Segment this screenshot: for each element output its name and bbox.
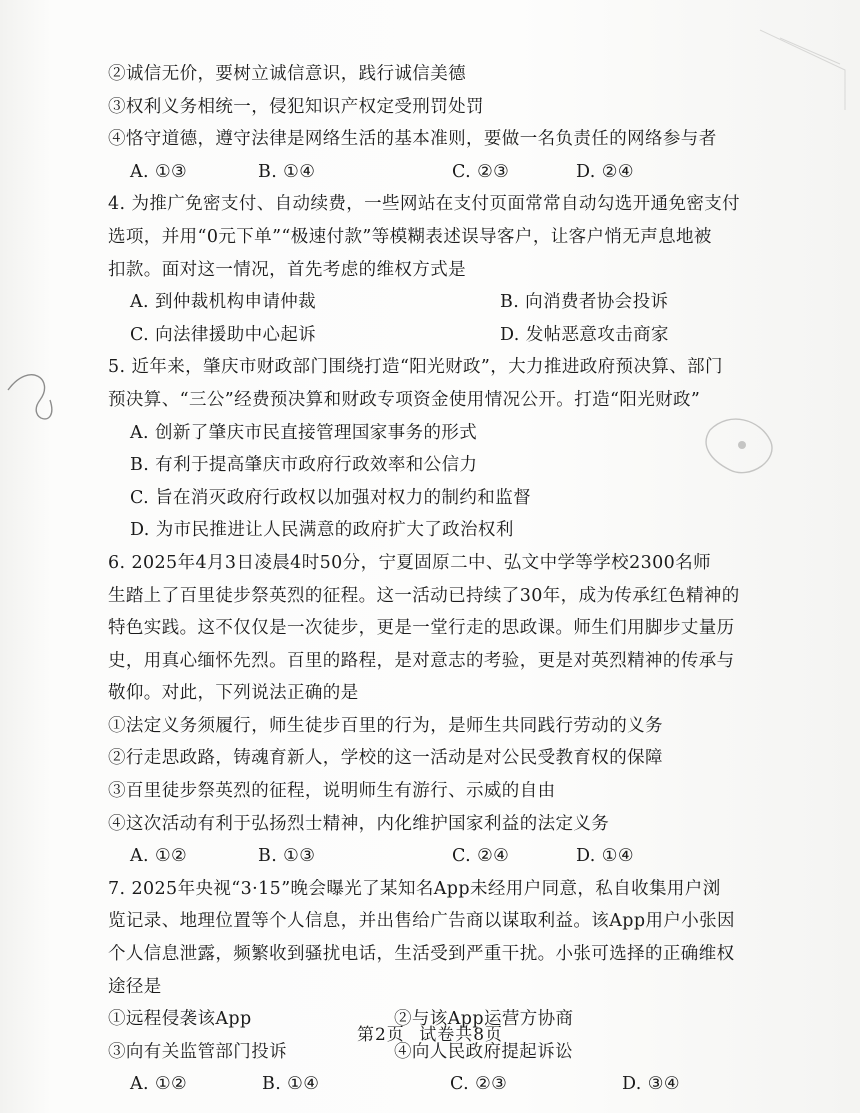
page-number: 第2页 — [356, 1025, 405, 1045]
page-total: 试卷共8页 — [419, 1025, 504, 1045]
q6-stem-3: 特色实践。这不仅仅是一次徒步，更是一堂行走的思政课。师生们用脚步丈量历 — [108, 618, 735, 639]
q6-options — [108, 840, 798, 873]
q7-option-c[interactable]: C. ②③ — [450, 1074, 508, 1095]
q4-options-row-1 — [108, 286, 798, 319]
q3-options — [108, 156, 798, 189]
q4-option-a[interactable]: A. 到仲裁机构申请仲裁 — [130, 292, 317, 313]
q3-statement-4: ④恪守道德，遵守法律是网络生活的基本准则，要做一名负责任的网络参与者 — [108, 129, 717, 150]
q7-option-b[interactable]: B. ①④ — [262, 1074, 320, 1095]
q7-options — [108, 1068, 798, 1101]
q6-statement-4: ④这次活动有利于弘扬烈士精神，内化维护国家利益的法定义务 — [108, 813, 610, 834]
q7-stem-1: 7. 2025年央视“3·15”晚会曝光了某知名App未经用户同意，私自收集用户浏 — [108, 878, 721, 899]
q7-stem-4: 途径是 — [108, 976, 162, 997]
q7-stem-3: 个人信息泄露，频繁收到骚扰电话，生活受到严重干扰。小张可选择的正确维权 — [108, 944, 735, 965]
q5-option-b[interactable]: B. 有利于提高肇庆市政府行政效率和公信力 — [130, 455, 478, 476]
q6-statement-3: ③百里徒步祭英烈的征程，说明师生有游行、示威的自由 — [108, 781, 556, 802]
q5-stem-1: 5. 近年来，肇庆市财政部门围绕打造“阳光财政”，大力推进政府预决算、部门 — [108, 357, 723, 378]
q3-option-d[interactable]: D. ②④ — [576, 161, 634, 182]
q6-stem-1: 6. 2025年4月3日凌晨4时50分，宁夏固原二中、弘文中学等学校2300名师 — [108, 552, 711, 573]
q7-stem-2: 览记录、地理位置等个人信息，并出售给广告商以谋取利益。该App用户小张因 — [108, 911, 735, 932]
q5-stem-2: 预决算、“三公”经费预决算和财政专项资金使用情况公开。打造“阳光财政” — [108, 389, 701, 410]
q7-option-a[interactable]: A. ①② — [130, 1074, 188, 1095]
corner-doodle — [8, 375, 52, 419]
q6-option-a[interactable]: A. ①② — [130, 846, 188, 867]
q4-option-c[interactable]: C. 向法律援助中心起诉 — [130, 324, 317, 345]
page-footer — [0, 1020, 860, 1045]
q6-option-d[interactable]: D. ①④ — [576, 846, 634, 867]
q4-options-row-2 — [108, 319, 798, 352]
q6-stem-5: 敬仰。对此，下列说法正确的是 — [108, 683, 359, 704]
q5-option-d[interactable]: D. 为市民推进让人民满意的政府扩大了政治权利 — [130, 520, 514, 541]
q6-option-b[interactable]: B. ①③ — [258, 846, 316, 867]
q4-stem-2: 选项，并用“0元下单”“极速付款”等模糊表述误导客户，让客户悄无声息地被 — [108, 226, 712, 247]
q3-statement-3: ③权利义务相统一，侵犯知识产权定受刑罚处罚 — [108, 96, 484, 117]
q7-option-d[interactable]: D. ③④ — [622, 1074, 680, 1095]
q7-choice-4: ④向人民政府提起诉讼 — [394, 1041, 573, 1062]
q7-choice-3: ③向有关监管部门投诉 — [108, 1041, 287, 1062]
q3-option-c[interactable]: C. ②③ — [452, 161, 510, 182]
q3-option-b[interactable]: B. ①④ — [258, 161, 316, 182]
q4-stem-3: 扣款。面对这一情况，首先考虑的维权方式是 — [108, 259, 466, 280]
q5-option-a[interactable]: A. 创新了肇庆市民直接管理国家事务的形式 — [130, 422, 478, 443]
exam-content — [108, 58, 798, 1101]
q7-choice-1: ①远程侵袭该App — [108, 1009, 252, 1030]
q6-option-c[interactable]: C. ②④ — [452, 846, 510, 867]
q3-option-a[interactable]: A. ①③ — [130, 161, 188, 182]
q4-option-d[interactable]: D. 发帖恶意攻击商家 — [500, 324, 669, 345]
q4-option-b[interactable]: B. 向消费者协会投诉 — [500, 292, 669, 313]
q3-statement-2: ②诚信无价，要树立诚信意识，践行诚信美德 — [108, 64, 466, 84]
q6-statement-2: ②行走思政路，铸魂育新人，学校的这一活动是对公民受教育权的保障 — [108, 748, 663, 769]
q4-stem-1: 4. 为推广免密支付、自动续费，一些网站在支付页面常常自动勾选开通免密支付 — [108, 194, 741, 215]
q7-choice-2: ②与该App运营方协商 — [394, 1009, 574, 1030]
q6-statement-1: ①法定义务须履行，师生徒步百里的行为，是师生共同践行劳动的义务 — [108, 715, 663, 736]
q5-option-c[interactable]: C. 旨在消灭政府行政权以加强对权力的制约和监督 — [130, 487, 531, 508]
q6-stem-2: 生踏上了百里徒步祭英烈的征程。这一活动已持续了30年，成为传承红色精神的 — [108, 585, 740, 606]
q6-stem-4: 史，用真心缅怀先烈。百里的路程，是对意志的考验，更是对英烈精神的传承与 — [108, 650, 735, 671]
